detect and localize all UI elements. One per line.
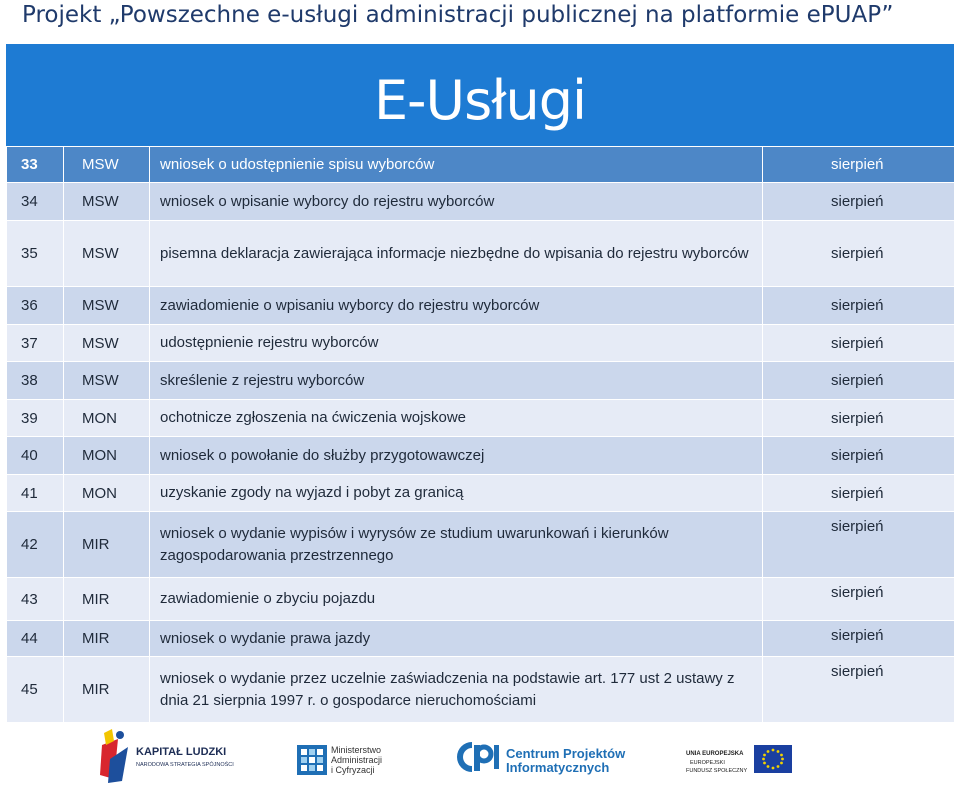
row-description: skreślenie z rejestru wyborców <box>150 362 763 400</box>
row-month: sierpień <box>763 475 955 512</box>
eu-logo <box>686 725 796 787</box>
row-month: sierpień <box>763 147 955 183</box>
row-institution: MSW <box>64 287 150 325</box>
row-description: wniosek o wydanie przez uczelnie zaświadczenia na podstawie art. 177 ust 2 ustawy z dnia 21 sierpnia 1997 r. o gospodarce nieruchomościami <box>150 657 763 723</box>
table-row <box>7 183 955 221</box>
table-row <box>7 437 955 475</box>
table-row <box>7 287 955 325</box>
row-month: sierpień <box>763 287 955 325</box>
row-month: sierpień <box>763 621 955 657</box>
row-institution: MIR <box>64 657 150 723</box>
kapital-ludzki-logo <box>98 725 238 787</box>
table-row <box>7 362 955 400</box>
row-description: wniosek o wydanie prawa jazdy <box>150 621 763 657</box>
table-row <box>7 221 955 287</box>
row-description: wniosek o wydanie wypisów i wyrysów ze studium uwarunkowań i kierunków zagospodarowania przestrzennego <box>150 512 763 578</box>
row-id: 38 <box>7 362 64 400</box>
table-row <box>7 621 955 657</box>
ministerstwo-line2: Administracji <box>331 755 383 765</box>
row-description: pisemna deklaracja zawierająca informacje niezbędne do wpisania do rejestru wyborców <box>150 221 763 287</box>
row-institution: MIR <box>64 621 150 657</box>
row-id: 43 <box>7 578 64 621</box>
row-institution: MSW <box>64 221 150 287</box>
row-month: sierpień <box>763 362 955 400</box>
row-institution: MSW <box>64 325 150 362</box>
row-description: wniosek o wpisanie wyborcy do rejestru wyborców <box>150 183 763 221</box>
eu-line1: UNIA EUROPEJSKA <box>686 751 744 757</box>
row-id: 42 <box>7 512 64 578</box>
row-institution: MIR <box>64 512 150 578</box>
table-row <box>7 325 955 362</box>
eu-line2: EUROPEJSKI <box>690 760 725 766</box>
cpi-logo <box>448 725 628 787</box>
ministerstwo-line1: Ministerstwo <box>331 745 382 755</box>
row-institution: MSW <box>64 362 150 400</box>
row-institution: MON <box>64 475 150 512</box>
row-id: 45 <box>7 657 64 723</box>
table-row <box>7 147 955 183</box>
row-id: 40 <box>7 437 64 475</box>
row-description: uzyskanie zgody na wyjazd i pobyt za granicą <box>150 475 763 512</box>
services-table <box>6 146 955 723</box>
row-description: wniosek o powołanie do służby przygotowawczej <box>150 437 763 475</box>
ministerstwo-logo <box>297 725 397 787</box>
row-description: wniosek o udostępnienie spisu wyborców <box>150 147 763 183</box>
row-description: ochotnicze zgłoszenia na ćwiczenia wojskowe <box>150 400 763 437</box>
table-row <box>7 512 955 578</box>
row-id: 34 <box>7 183 64 221</box>
table-row <box>7 578 955 621</box>
footer-logos <box>0 725 960 787</box>
table-row <box>7 475 955 512</box>
row-month: sierpień <box>763 657 955 723</box>
cpi-line1: Centrum Projektów <box>506 746 626 761</box>
row-id: 33 <box>7 147 64 183</box>
row-month: sierpień <box>763 183 955 221</box>
row-institution: MON <box>64 437 150 475</box>
row-id: 39 <box>7 400 64 437</box>
row-id: 41 <box>7 475 64 512</box>
kapital-ludzki-name: KAPITAŁ LUDZKI <box>136 746 227 758</box>
row-institution: MSW <box>64 147 150 183</box>
row-month: sierpień <box>763 437 955 475</box>
row-description: zawiadomienie o zbyciu pojazdu <box>150 578 763 621</box>
row-month: sierpień <box>763 400 955 437</box>
row-description: zawiadomienie o wpisaniu wyborcy do rejestru wyborców <box>150 287 763 325</box>
row-month: sierpień <box>763 512 955 578</box>
table-row <box>7 657 955 723</box>
row-month: sierpień <box>763 221 955 287</box>
row-id: 35 <box>7 221 64 287</box>
row-description: udostępnienie rejestru wyborców <box>150 325 763 362</box>
row-institution: MON <box>64 400 150 437</box>
kapital-ludzki-sub: NARODOWA STRATEGIA SPÓJNOŚCI <box>136 762 234 768</box>
row-institution: MSW <box>64 183 150 221</box>
row-month: sierpień <box>763 578 955 621</box>
ministerstwo-line3: i Cyfryzacji <box>331 765 375 775</box>
slide-heading: E-Usługi <box>373 68 587 132</box>
row-id: 44 <box>7 621 64 657</box>
row-institution: MIR <box>64 578 150 621</box>
row-id: 36 <box>7 287 64 325</box>
row-id: 37 <box>7 325 64 362</box>
header-band <box>6 44 954 146</box>
page-title: Projekt „Powszechne e-usługi administracji publicznej na platformie ePUAP” <box>22 2 894 28</box>
table-row <box>7 400 955 437</box>
row-month: sierpień <box>763 325 955 362</box>
cpi-line2: Informatycznych <box>506 760 610 775</box>
eu-line3: FUNDUSZ SPOŁECZNY <box>686 768 748 774</box>
